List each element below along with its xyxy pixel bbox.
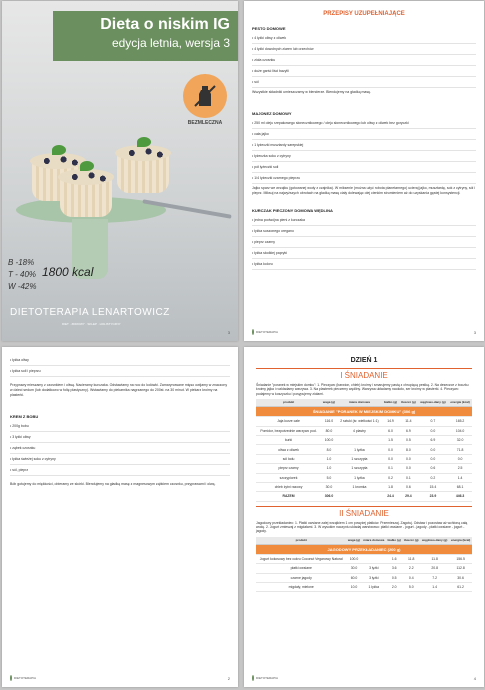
- pesto-title: PESTO DOMOWE: [252, 26, 286, 31]
- list-item: • łyżeczka soku z cytryny: [252, 151, 476, 162]
- table-row: chleb żytni razowy 30.0 1 kromka 1.8 0.6 15.4 68.1: [256, 482, 472, 491]
- pesto-method: Wszystkie składniki umieszczamy w blenderze. Blendujemy na gładką masę.: [252, 90, 372, 94]
- list-item: • zioła czosnku: [252, 55, 476, 66]
- kcal-label: 1800 kcal: [42, 265, 94, 279]
- page-number: 2: [227, 676, 230, 681]
- day-plan-page: [244, 347, 484, 687]
- table-row: Pomidor, bezpośrednie warzywo pod. 80.0 4 plastry 6.0 6.9 0.0 104.0: [256, 426, 472, 435]
- page-number: 4: [473, 676, 476, 681]
- table-row: szczypiorek 5.0 1 łyżka 0.2 0.1 0.2 1.4: [256, 473, 472, 482]
- meal-description: Śniadanie "poranek w miejskim domku": 1. Pieczywo (barwion, chleb) kroimy i smarujemy pastą z chrupiącą pestką. 2. Na deseczce z boczku kroimy jajka i rozkładamy warzywa. 3. Na plasterek pieczemy wędliny. Warzywa układamy naokoło, ser kroimy w plasterki. 4. Pieczywo podajemy w koszyczku i posypujemy ziołami.: [256, 383, 469, 396]
- chicken-title: KURCZAK PIECZONY DOMOWA WĘDLINA: [252, 208, 333, 213]
- list-item: • łyżka świeżej soku z cytryny: [10, 454, 230, 465]
- krem-ingredients: [10, 421, 230, 476]
- bottle-icon: [183, 74, 227, 118]
- table-row: sól łodu 1.0 1 szczypta 0.0 0.0 0.0 0.0: [256, 454, 472, 463]
- muffin: [60, 177, 112, 217]
- chicken-method: Przyprawy mieszamy z czosnkiem i oliwą. Nacieramy kurczaka. Odstawiamy na noc do lodówki. Zamarynowane mięso owijamy w znaczony w dzieci sedum (lub dodatkowo w folię plastyczny). Wstawiamy do piekarnika nagrzanego do 200st. na 30 minut. W piekarz kroimy na plasterki.: [10, 383, 228, 397]
- list-item: • łyżka słodkiej papryki: [252, 248, 476, 259]
- macro-protein: B -18%: [8, 258, 35, 267]
- mayo-method: Jajko sparz we wrzątku (gotowanej wody z czajnika). W miksenie (można użyć robota planetarnego) ucieraj jajko, musztardę, sok z cytryny, sól i pieprz. Miksuj na najwyższych obrotach na gładką masę ciały dolewając olej cienkim strumieniem aż do uzyskania gęstej konsystencji.: [252, 186, 476, 195]
- recipes-continued-page: [2, 347, 238, 687]
- mayo-title: MAJONEZ DOMOWY: [252, 111, 292, 116]
- list-item: • 1/4 łyżeczki czarnego pieprzu: [252, 173, 476, 184]
- chicken-ingredients-continued: [10, 355, 230, 377]
- list-item: • łyżka suszonego oregano: [252, 226, 476, 237]
- list-item: • łyżka koloru: [252, 259, 476, 270]
- page-number: 3: [227, 330, 230, 335]
- table-header-row: produkt waga (g) miara domowa białko (g) tłuszcz (g) węglowo-dany (g) energia (kcal): [256, 537, 472, 545]
- list-item: • pół łyżeczki soli: [252, 162, 476, 173]
- section-title: PRZEPISY UZUPEŁNIAJĄCE: [323, 11, 405, 17]
- cover-title: Dieta o niskim IG: [100, 16, 230, 33]
- table-row: migdały, mielone 10.0 1 łyżka 2.0 5.0 1.4 61.2: [256, 583, 472, 592]
- list-item: • łyżka soli i pieprzu: [10, 366, 230, 377]
- table-row: oliwa z oliwek 8.0 1 łyżka 0.0 8.0 0.0 71.8: [256, 445, 472, 454]
- list-item: • 250 ml oleju rzepakowego słonecznikowego / oleju słonecznikowego lub oliwy z oliwek bez goryczki: [252, 118, 476, 129]
- table-sum-row: RAZEM 306.0 24.4 29.4 23.9 446.3: [256, 492, 472, 501]
- cover-subtitle: edycja letnia, wersja 3: [111, 36, 230, 50]
- cover-page: [2, 1, 238, 341]
- meal-group-row: JAGODOWY PRZEKŁADANIEC (200 g): [256, 544, 472, 554]
- list-item: • pieprz czarny: [252, 237, 476, 248]
- mayo-ingredients: [252, 118, 476, 184]
- list-item: • 200g bobu: [10, 421, 230, 432]
- brand-subtitle: DIET · ZDROWY · SKLEP · HOLISTYCZNY: [62, 322, 121, 326]
- dietotherapy-logo: DIETOTERAPIA: [252, 674, 278, 682]
- brand-logo: DIETOTERAPIA LENARTOWICZ: [10, 307, 170, 318]
- macro-carbs: W -42%: [8, 282, 37, 291]
- meal-group-row: ŚNIADANIE "PORANEK W MIEJSKIM DOMKU" (306 g): [256, 406, 472, 416]
- list-item: • 4 łyżki oliwy z oliwek: [252, 33, 476, 44]
- dietotherapy-logo: DIETOTERAPIA: [252, 328, 278, 336]
- list-item: • sól: [252, 77, 476, 88]
- table-row: pieprz czarny 1.0 1 szczypta 0.1 0.0 0.6 2.5: [256, 464, 472, 473]
- chicken-ingredients: [252, 215, 476, 270]
- meal-title: II ŚNIADANIE: [256, 506, 472, 518]
- table-row: Jogurt kokosowy bez cukru Coconut Veganowy Natural 100.0 1.6 11.8 11.8 156.5: [256, 554, 472, 563]
- recipes-page: [244, 1, 484, 341]
- macro-list: [8, 257, 36, 293]
- table-row: płatki owsiane 30.0 3 łyżki 3.6 2.2 20.8 112.8: [256, 564, 472, 573]
- pesto-ingredients: [252, 33, 476, 88]
- list-item: • jedna podwójna pierś z kurczaka: [252, 215, 476, 226]
- meal-title: I ŚNIADANIE: [256, 368, 472, 380]
- list-item: • łyżka oliwy: [10, 355, 230, 366]
- cover-title-box: [53, 11, 238, 61]
- nutrition-table: [256, 537, 472, 593]
- krem-title: KREM Z BOBU: [10, 414, 39, 419]
- meal-description: Jagodowy przekładaniec: 1. Płatki owsiane zalej wrzątkiem 1 cm powyżej płatków. Przemieszaj. Zagotuj. Odstaw i pozostaw aż wchłoną całą wodę. 2. Jogurt zmieszaj z migdałami. 3. W wysokim naczyniu układaj warstwowo: płatki owsiane - jogurt - jagody - płatki owsiane - jogurt - jagody.: [256, 520, 468, 534]
- list-item: • duże garść liści bazylii: [252, 66, 476, 77]
- list-item: • cała jajko: [252, 129, 476, 140]
- dietotherapy-logo: DIETOTERAPIA: [10, 674, 36, 682]
- list-item: • ząbek czosnku: [10, 443, 230, 454]
- list-item: • 3 łyżki oliwy: [10, 432, 230, 443]
- muffin: [117, 153, 169, 193]
- table-row: Jaja kurze całe 116.0 2 sztuki (śr. wielkości 1:1) 14.9 11.4 0.7 165.2: [256, 417, 472, 426]
- page-number: 3: [473, 330, 476, 335]
- list-item: • 1 łyżeczki musztardy sarepskiej: [252, 140, 476, 151]
- macro-fat: T - 40%: [8, 270, 37, 279]
- table-header-row: produkt waga (g) miara domowa białko (g) tłuszcz (g) węglowo-dany (g) energia (kcal): [256, 399, 472, 407]
- table-row: kurki 100.0 1.5 0.5 6.9 32.0: [256, 436, 472, 445]
- list-item: • 4 łyżki dowolnych ziaren lub orzechów: [252, 44, 476, 55]
- table-row: czarne jagody 60.0 3 łyżki 0.5 0.4 7.2 30.6: [256, 573, 472, 582]
- krem-method: Bób gotujemy do miękkości, obieramy ze skórki. Blendujemy na gładką masę z magnesowym ząbkiem czosnku, przyprawami i olwą.: [10, 482, 216, 486]
- nutrition-table: [256, 399, 472, 502]
- list-item: • sól, pieprz: [10, 465, 230, 476]
- dairy-free-label: BEZMLECZNA: [187, 120, 223, 126]
- day-title: DZIEŃ 1: [350, 357, 378, 364]
